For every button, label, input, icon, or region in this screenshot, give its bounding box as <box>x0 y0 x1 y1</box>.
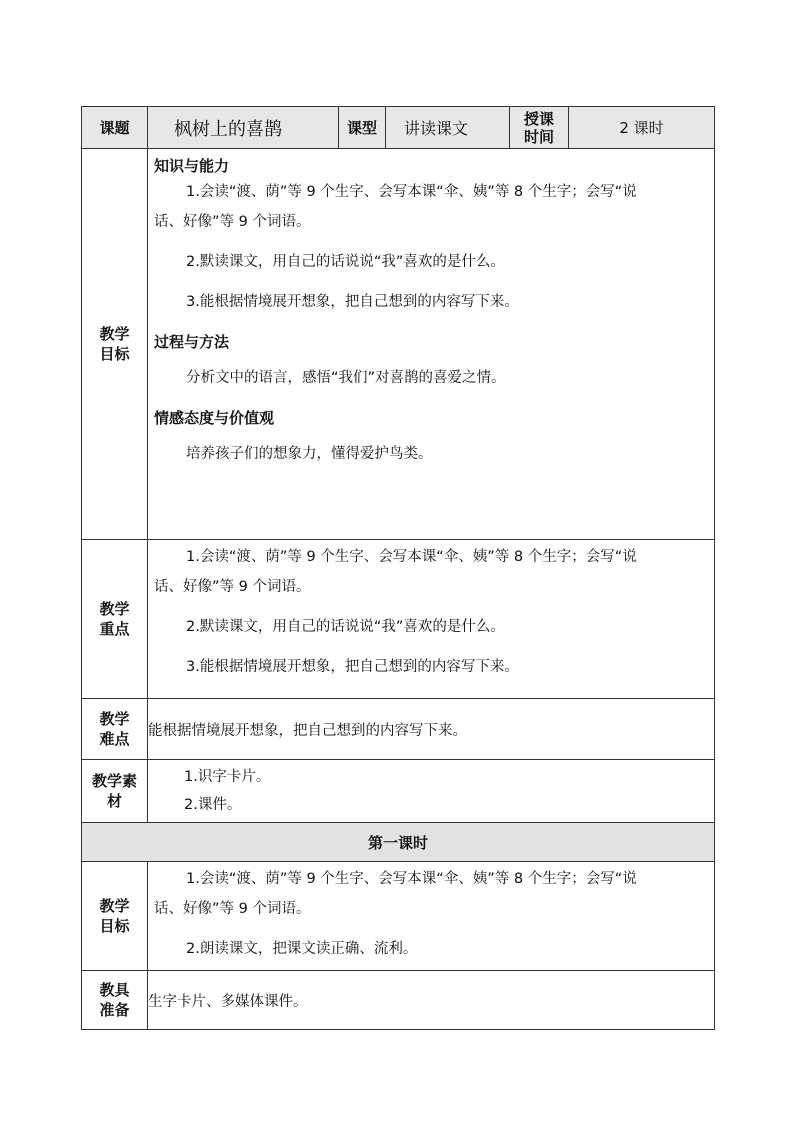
key-points-label: 教学重点 <box>82 540 148 699</box>
emotion-text-line: 培养孩子们的想象力，懂得爱护鸟类。 <box>186 446 433 462</box>
lesson-1-goal-2 <box>148 934 714 964</box>
knowledge-item-1 <box>148 177 714 237</box>
lesson-1-goals-content <box>148 862 715 971</box>
lesson-1-heading: 第一课时 <box>82 823 715 862</box>
lesson-1-goal-2-text: 2.朗读课文，把课文读正确、流利。 <box>186 941 418 957</box>
knowledge-item-1-line-2: 话、好像”等 9 个词语。 <box>154 214 311 230</box>
process-heading: 过程与方法 <box>154 333 230 351</box>
key-point-2 <box>148 612 714 642</box>
knowledge-item-3-text: 3.能根据情境展开想象，把自己想到的内容写下来。 <box>186 294 519 310</box>
process-text-line: 分析文中的语言，感悟“我们”对喜鹊的喜爱之情。 <box>186 370 506 386</box>
goals-content <box>148 149 715 540</box>
knowledge-item-2 <box>148 247 714 277</box>
key-point-3 <box>148 652 714 682</box>
time-value: 2 课时 <box>569 107 715 149</box>
header-row <box>82 107 715 149</box>
difficulties-row <box>82 699 715 760</box>
key-points-content <box>148 540 715 699</box>
topic-label: 课题 <box>82 107 148 149</box>
lesson-1-goal-1 <box>148 864 714 924</box>
difficulties-label: 教学难点 <box>82 699 148 760</box>
key-point-1 <box>148 542 714 602</box>
key-point-2-text: 2.默读课文，用自己的话说说“我”喜欢的是什么。 <box>186 619 505 635</box>
materials-row <box>82 760 715 823</box>
type-label: 课型 <box>339 107 386 149</box>
lesson-1-goals-row <box>82 862 715 971</box>
goals-label: 教学目标 <box>82 149 148 540</box>
knowledge-heading: 知识与能力 <box>154 157 230 175</box>
lesson-1-tools-text: 生字卡片、多媒体课件。 <box>148 971 715 1030</box>
topic-value: 枫树上的喜鹊 <box>148 107 339 149</box>
process-text <box>148 363 714 393</box>
key-points-row <box>82 540 715 699</box>
lesson-1-goals-label: 教学目标 <box>82 862 148 971</box>
key-point-1-line-1: 1.会读“渡、荫”等 9 个生字、会写本课“伞、姨”等 8 个生字；会写“说 <box>186 549 637 565</box>
materials-label: 教学素材 <box>82 760 148 823</box>
lesson-1-goal-1-line-1: 1.会读“渡、荫”等 9 个生字、会写本课“伞、姨”等 8 个生字；会写“说 <box>186 871 637 887</box>
lesson-plan-table <box>81 106 715 1030</box>
material-item-2: 2.课件。 <box>184 797 242 813</box>
knowledge-item-2-text: 2.默读课文，用自己的话说说“我”喜欢的是什么。 <box>186 254 505 270</box>
knowledge-item-3 <box>148 287 714 317</box>
emotion-text <box>148 439 714 469</box>
key-point-3-text: 3.能根据情境展开想象，把自己想到的内容写下来。 <box>186 659 519 675</box>
knowledge-item-1-line-1: 1.会读“渡、荫”等 9 个生字、会写本课“伞、姨”等 8 个生字；会写“说 <box>186 184 637 200</box>
difficulties-text: 能根据情境展开想象，把自己想到的内容写下来。 <box>148 699 715 760</box>
lesson-1-tools-row <box>82 971 715 1030</box>
lesson-1-tools-label: 教具准备 <box>82 971 148 1030</box>
time-label: 授课时间 <box>510 107 569 149</box>
key-point-1-line-2: 话、好像”等 9 个词语。 <box>154 579 311 595</box>
material-item-1: 1.识字卡片。 <box>184 769 271 785</box>
lesson-1-bar-row <box>82 823 715 862</box>
type-value: 讲读课文 <box>386 107 510 149</box>
lesson-1-goal-1-line-2: 话、好像”等 9 个词语。 <box>154 901 311 917</box>
goals-row <box>82 149 715 540</box>
materials-content <box>148 760 715 823</box>
emotion-heading: 情感态度与价值观 <box>154 409 275 427</box>
